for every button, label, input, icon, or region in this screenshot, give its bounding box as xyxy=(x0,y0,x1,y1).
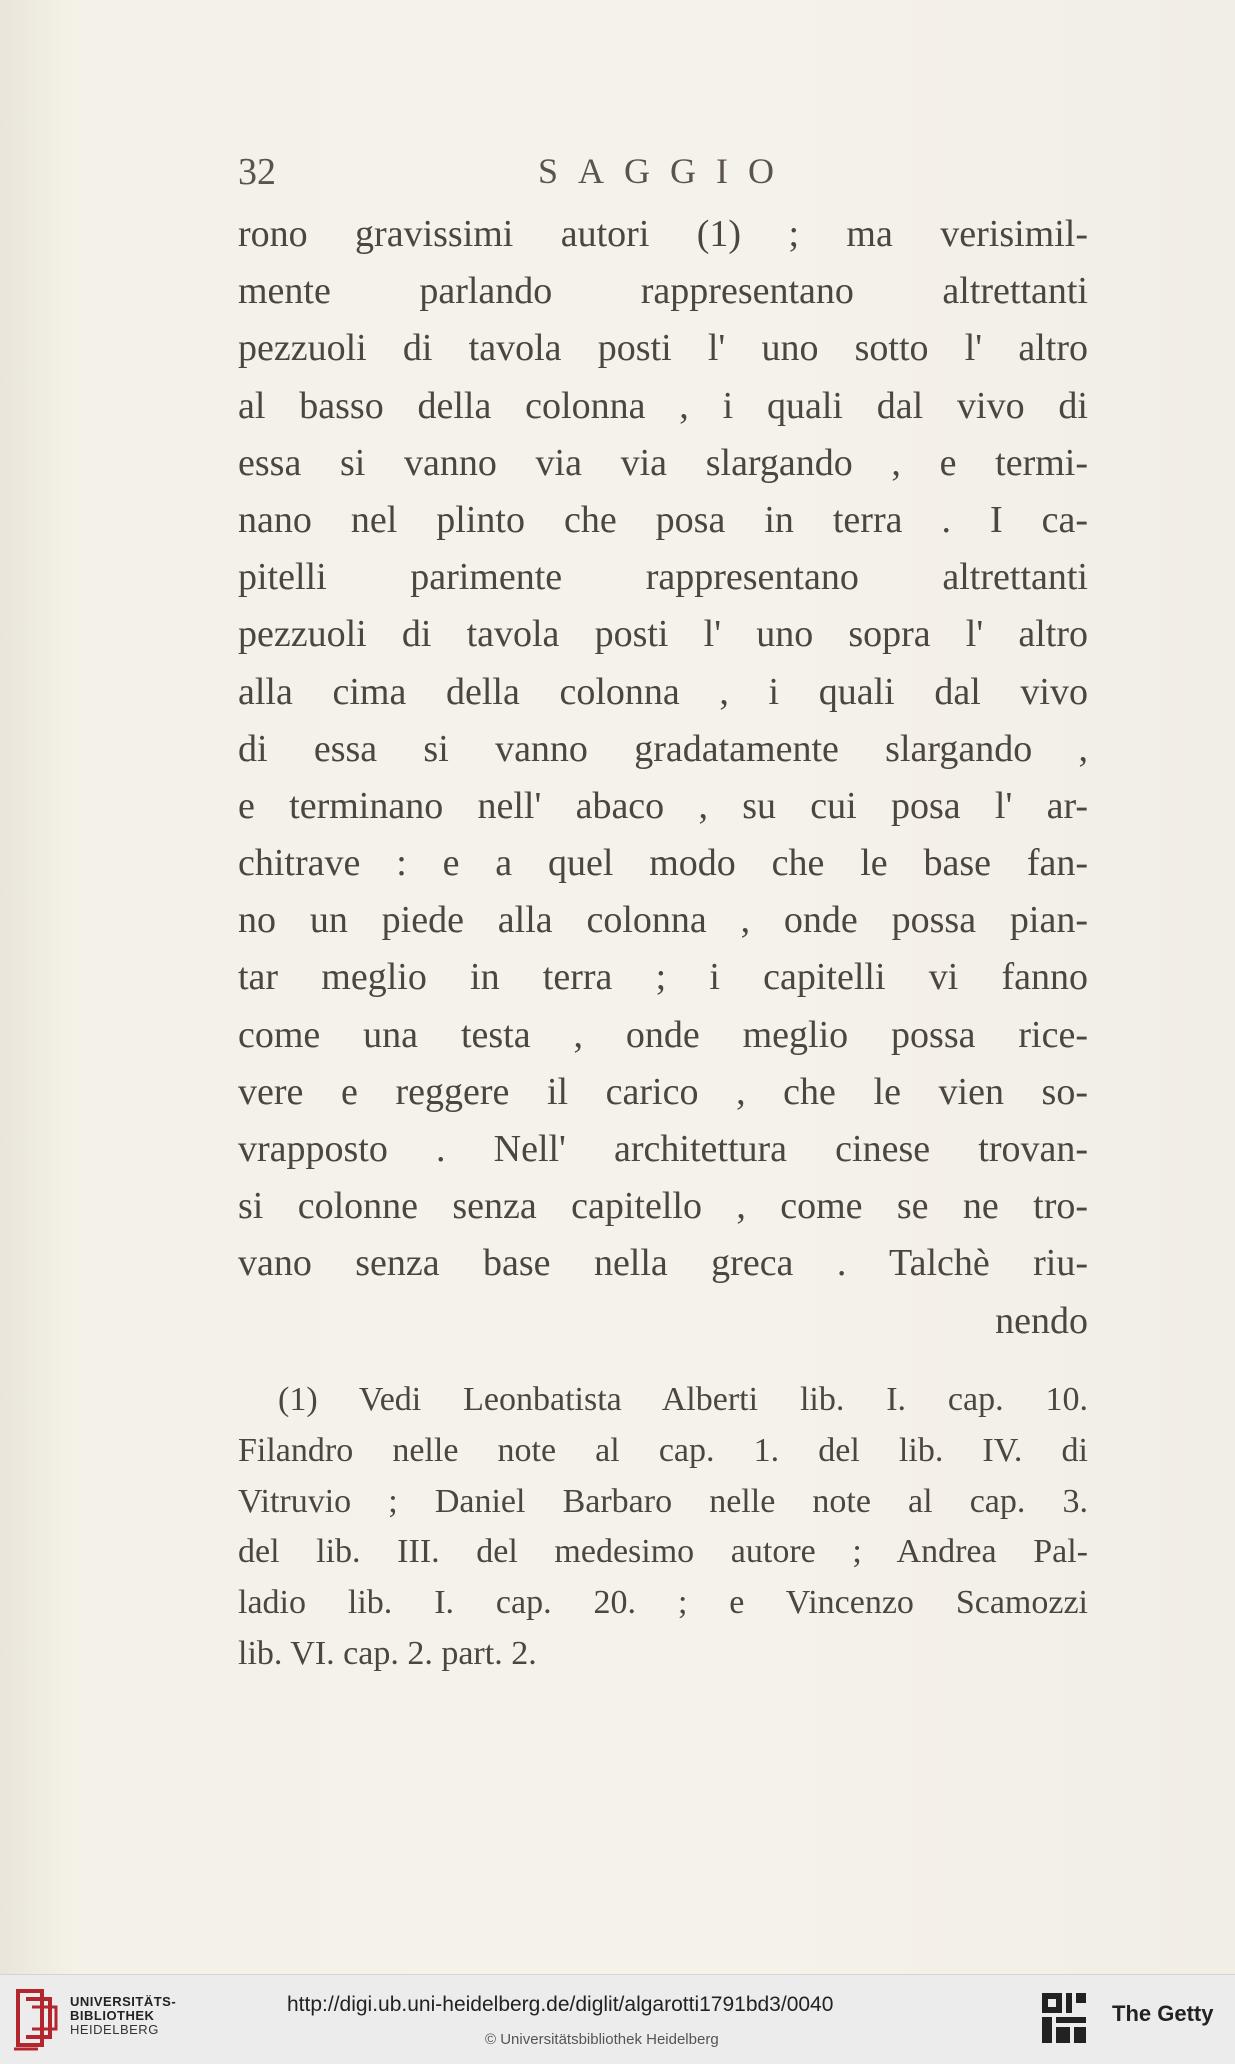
text-line: al basso della colonna , i quali dal vivo di xyxy=(238,384,1088,427)
running-title: SAGGIO xyxy=(538,151,795,191)
text-line: pezzuoli di tavola posti l' uno sopra l' altro xyxy=(238,613,1088,656)
text-line: di essa si vanno gradatamente slargando , xyxy=(238,727,1088,770)
text-line: vere e reggere il carico , che le vien so- xyxy=(238,1070,1088,1113)
footnotes xyxy=(238,1375,1088,1680)
library-name-line: BIBLIOTHEK xyxy=(70,2008,155,2023)
footnote-line: del lib. III. del medesimo autore ; Andrea Pal- xyxy=(238,1533,1088,1571)
footnote-line: ladio lib. I. cap. 20. ; e Vincenzo Scamozzi xyxy=(238,1584,1088,1622)
text-line: vrapposto . Nell' architettura cinese trovan- xyxy=(238,1128,1088,1170)
copyright-notice: © Universitätsbibliothek Heidelberg xyxy=(485,2031,719,2048)
viewer-footer xyxy=(0,1974,1235,2064)
running-head xyxy=(238,150,1098,200)
text-line: rono gravissimi autori (1) ; ma verisimil- xyxy=(238,213,1088,255)
text-line: si colonne senza capitello , come se ne tro- xyxy=(238,1185,1088,1228)
footnote-line: (1) Vedi Leonbatista Alberti lib. I. cap. 10. xyxy=(278,1381,1088,1418)
body-text xyxy=(238,206,1088,1350)
getty-logo-icon xyxy=(1040,1991,1088,2047)
library-name xyxy=(70,1995,176,2037)
text-line: essa si vanno via via slargando , e termi- xyxy=(238,441,1088,484)
footnote-line: Filandro nelle note al cap. 1. del lib. IV. di xyxy=(238,1431,1088,1469)
text-line: chitrave : e a quel modo che le base fan- xyxy=(238,842,1088,885)
permalink-url[interactable]: http://digi.ub.uni-heidelberg.de/diglit/algarotti1791bd3/0040 xyxy=(287,1993,834,2016)
footnote-line: lib. VI. cap. 2. part. 2. xyxy=(238,1634,537,1672)
text-line: tar meglio in terra ; i capitelli vi fanno xyxy=(238,956,1088,999)
text-line: mente parlando rappresentano altrettanti xyxy=(238,270,1088,313)
text-line: e terminano nell' abaco , su cui posa l' ar- xyxy=(238,784,1088,827)
text-line: no un piede alla colonna , onde possa pian- xyxy=(238,899,1088,942)
text-line: nendo xyxy=(995,1299,1088,1342)
text-line: pezzuoli di tavola posti l' uno sotto l' altro xyxy=(238,327,1088,370)
university-library-logo-icon xyxy=(12,1983,60,2053)
footnote-line: Vitruvio ; Daniel Barbaro nelle note al cap. 3. xyxy=(238,1482,1088,1520)
page-number: 32 xyxy=(238,151,276,193)
text-line: alla cima della colonna , i quali dal vivo xyxy=(238,670,1088,713)
library-name-line: UNIVERSITÄTS- xyxy=(70,1994,177,2009)
text-line: nano nel plinto che posa in terra . I ca- xyxy=(238,498,1088,541)
text-line: come una testa , onde meglio possa rice- xyxy=(238,1013,1088,1056)
text-line: pitelli parimente rappresentano altrettanti xyxy=(238,556,1088,599)
library-name-line: HEIDELBERG xyxy=(70,2022,159,2037)
getty-partner-name: The Getty xyxy=(1112,2001,1214,2026)
text-line: vano senza base nella greca . Talchè riu- xyxy=(238,1242,1088,1285)
